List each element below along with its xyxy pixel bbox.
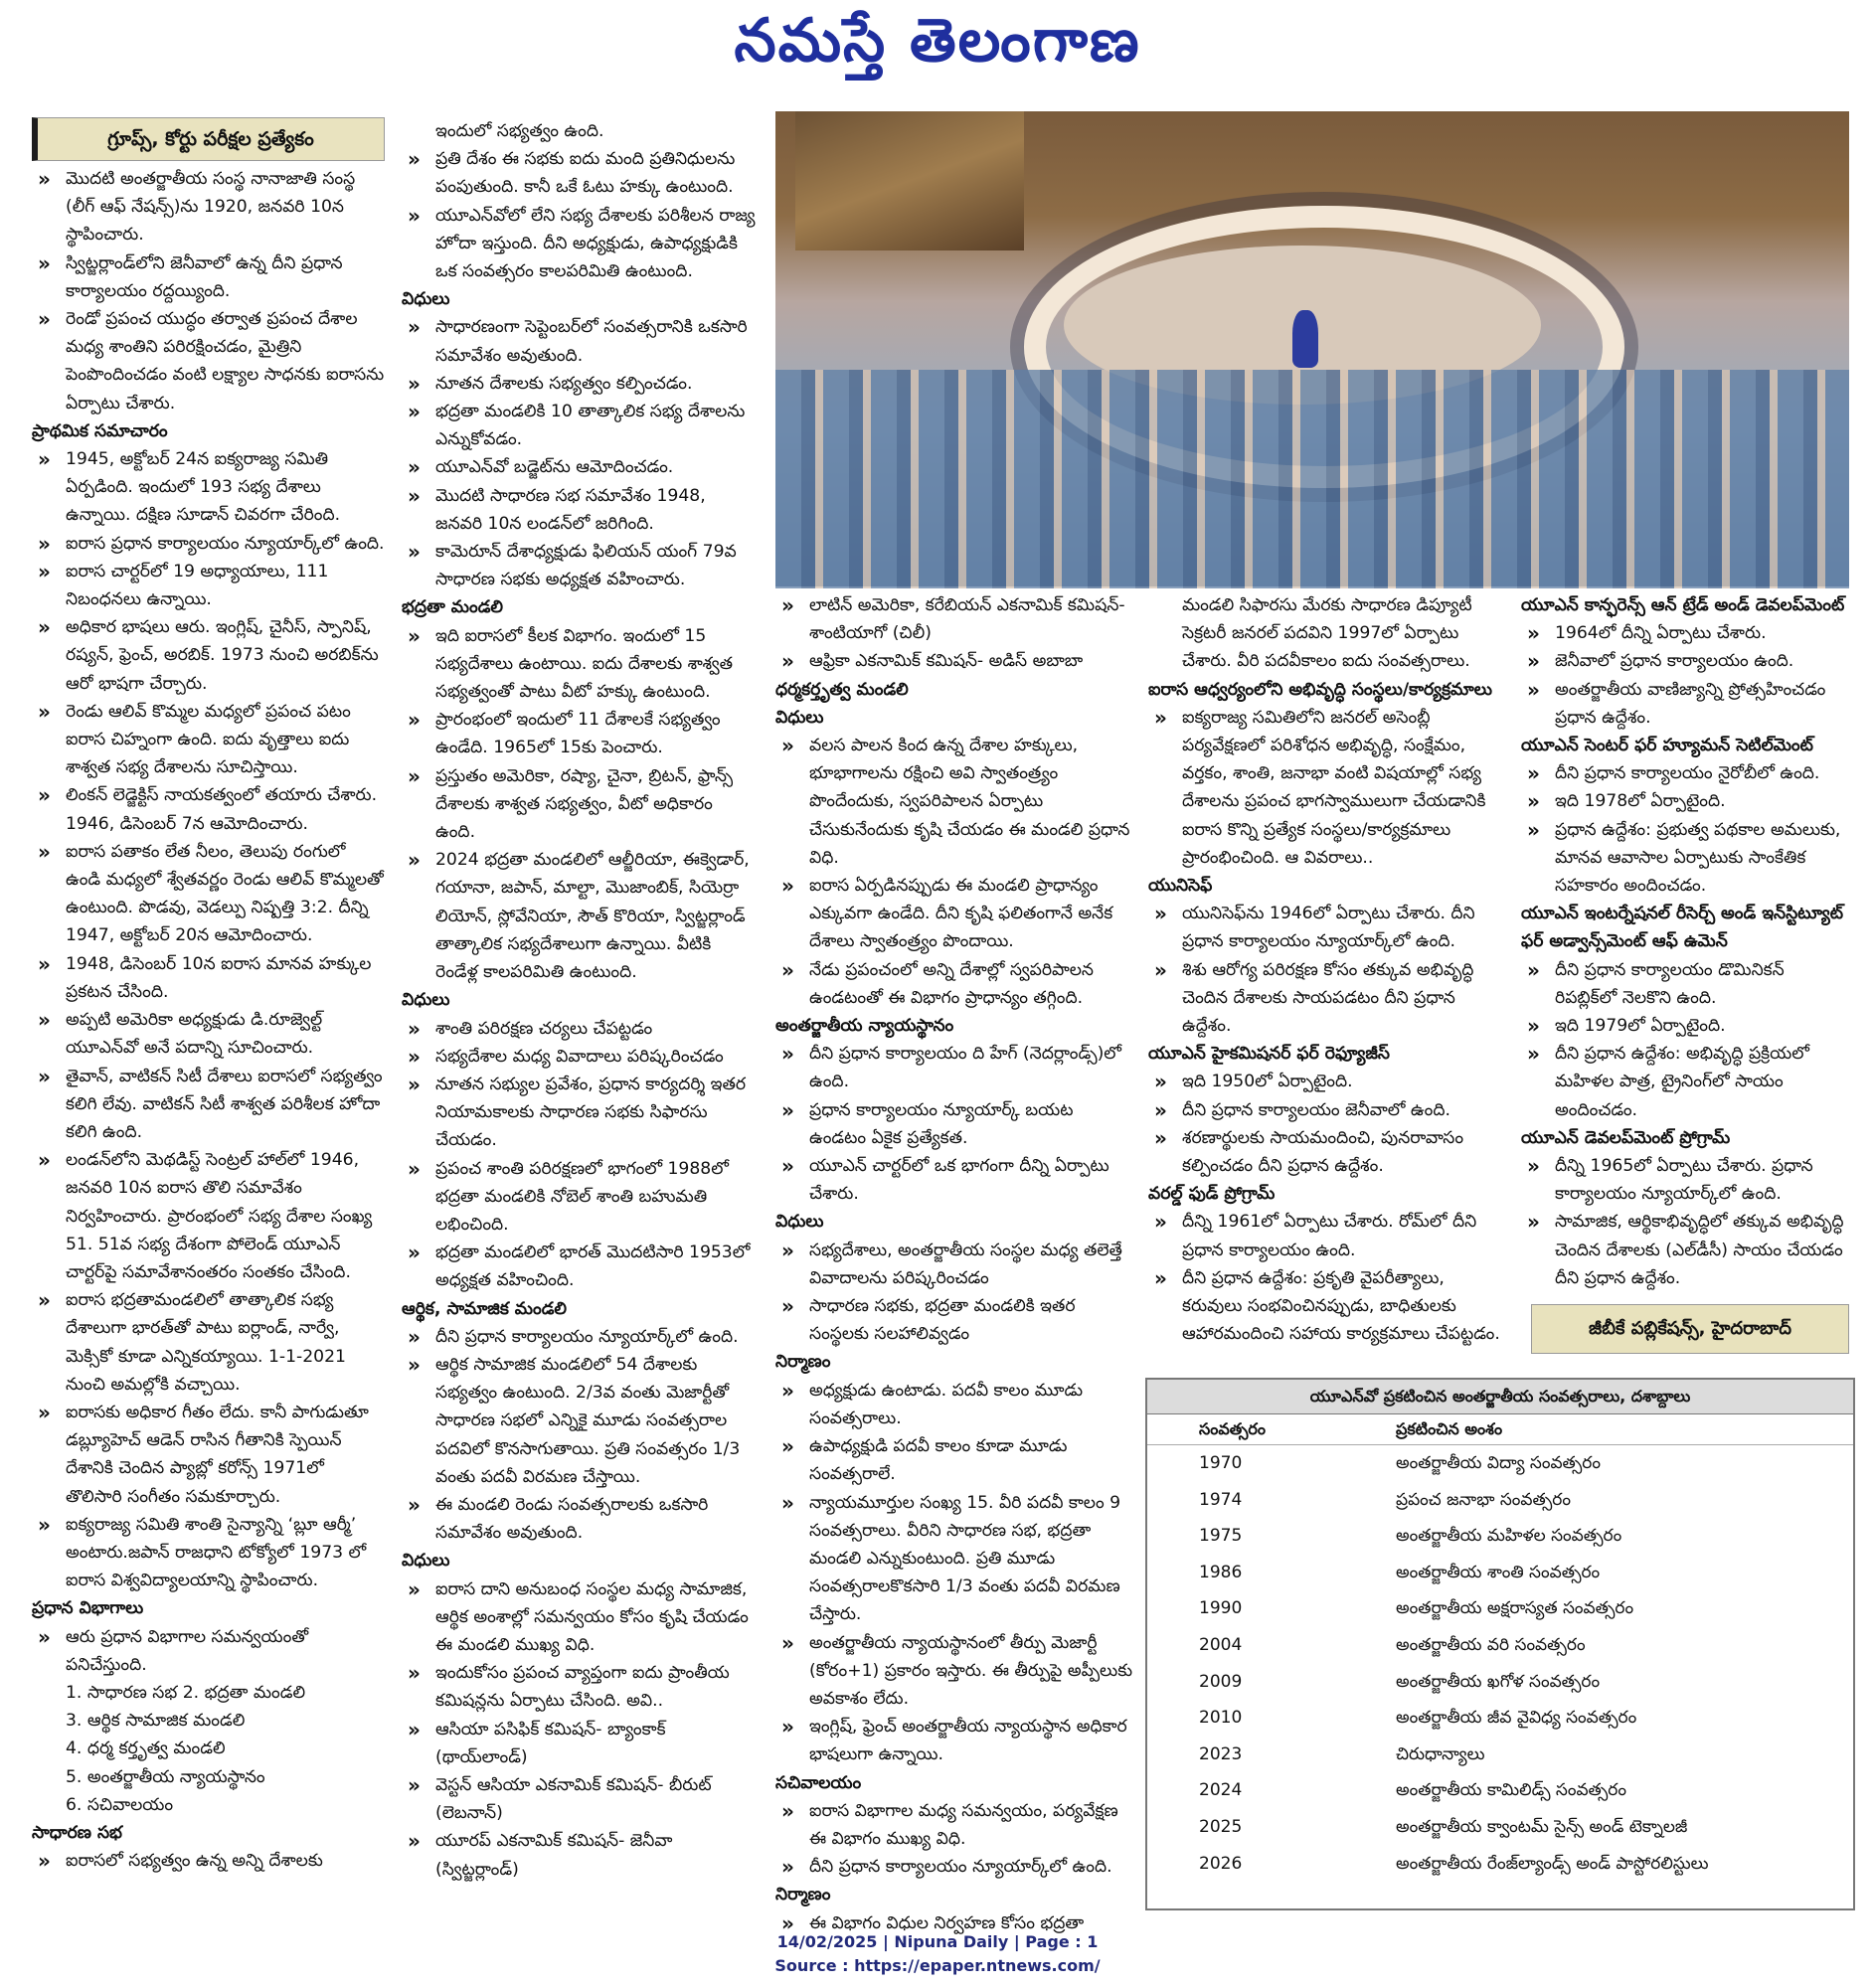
year-cell: 2004 <box>1199 1634 1243 1655</box>
bullet-item: » ఈ విభాగం విధుల నిర్వహణ కోసం భద్రతా <box>775 1909 1133 1937</box>
bullet-item: » యూఎన్‌వో బడ్జెట్‌ను ఆమోదించడం. <box>402 453 756 481</box>
year-cell: 2009 <box>1199 1671 1243 1692</box>
bullet-item: » సభ్యదేశాలు, అంతర్జాతీయ సంస్థల మధ్య తలెత్తే వివాదాలను పరిష్కరించడం <box>775 1237 1133 1292</box>
bullet-item: » సాధారణంగా సెప్టెంబర్‌లో సంవత్సరానికి ఒకసారి సమావేశం అవుతుంది. <box>402 313 756 369</box>
year-cell: 1970 <box>1199 1453 1243 1473</box>
bullet-item: » దీని ప్రధాన కార్యాలయం న్యూయార్క్‌లో ఉంది. <box>775 1853 1133 1881</box>
text-line: మండలి సిఫారసు మేరకు సాధారణ డిప్యూటీ సెక్రటరీ జనరల్ పదవిని 1997లో ఏర్పాటు చేశారు. వీరి పదవీకాలం ఐదు సంవత్సరాలు. <box>1182 595 1472 672</box>
bullet-item: » దీని ప్రధాన కార్యాలయం న్యూయార్క్‌లో ఉంది. <box>402 1323 756 1351</box>
bullet-item: » దీని ప్రధాన ఉద్దేశం: ప్రకృతి వైపరీత్యాలు, కరువులు సంభవించినప్పుడు, బాధితులకు ఆహారమందించి సహాయ కార్యక్రమాలు చేపట్టడం. <box>1148 1264 1502 1349</box>
table-row <box>1147 1664 1853 1701</box>
bullet-item: » ప్రపంచ శాంతి పరిరక్షణలో భాగంలో 1988లో భద్రతా మండలికి నోబెల్ శాంతి బహుమతి లభించింది. <box>402 1155 756 1240</box>
header-year: సంవత్సరం <box>1199 1419 1266 1438</box>
table-row <box>1147 1482 1853 1519</box>
bullet-item: » ఇది 1979లో ఏర్పాటైంది. <box>1521 1012 1849 1040</box>
bullet-item: » సామాజిక, ఆర్థికాభివృద్ధిలో తక్కువ అభివృద్ధి చెందిన దేశాలకు (ఎల్‌డీసీ) సాయం చేయడం దీని ప్రధాన ఉద్దేశం. <box>1521 1208 1849 1292</box>
bullet-item: » ఐరాస చార్టర్‌లో 19 అధ్యాయాలు, 111 నిబంధనలు ఉన్నాయి. <box>32 558 385 613</box>
masthead-title: నమస్తే తెలంగాణ <box>734 6 1141 76</box>
bullet-item: » ఆఫ్రికా ఎకనామిక్ కమిషన్- అడిస్ అబాబా <box>775 647 1133 675</box>
footer-date-line: 14/02/2025 | Nipuna Daily | Page : 1 <box>776 1932 1099 1951</box>
bullet-list <box>1148 704 1502 872</box>
bullet-item: » యూరప్ ఎకనామిక్ కమిషన్- జెనీవా (స్విట్జర్లాండ్) <box>402 1827 756 1883</box>
bullet-item: » ఐరాస ప్రధాన కార్యాలయం న్యూయార్క్‌లో ఉంది. <box>32 530 385 558</box>
publisher-box: జీబీకే పబ్లికేషన్స్, హైదరాబాద్ <box>1531 1304 1849 1354</box>
year-cell: 1975 <box>1199 1526 1243 1547</box>
year-cell: 2023 <box>1199 1743 1243 1764</box>
theme-cell: అంతర్జాతీయ మహిళల సంవత్సరం <box>1396 1526 1622 1547</box>
theme-cell: అంతర్జాతీయ వరి సంవత్సరం <box>1396 1634 1586 1655</box>
section-heading: సచివాలయం <box>775 1772 862 1793</box>
section-heading: వరల్డ్ ఫుడ్ ప్రోగ్రామ్ <box>1148 1184 1276 1205</box>
bullet-item: » ప్రస్తుతం అమెరికా, రష్యా, చైనా, బ్రిటన్, ఫ్రాన్స్ దేశాలకు శాశ్వత సభ్యత్వం, వీటో అధికారం ఉంది. <box>402 762 756 847</box>
bullet-item: » ప్రధాన ఉద్దేశం: ప్రభుత్వ పథకాల అమలుకు, మానవ ఆవాసాల ఏర్పాటుకు సాంకేతిక సహకారం అందించడం. <box>1521 816 1849 901</box>
bullet-item: » తైవాన్, వాటికన్ సిటీ దేశాలు ఐరాసలో సభ్యత్వం కలిగి లేవు. వాటికన్ సిటీ శాశ్వత పరిశీలక హోదా కలిగి ఉంది. <box>32 1063 385 1147</box>
footer-source-line: Source : https://epaper.ntnews.com/ <box>774 1956 1101 1975</box>
bullet-item: » ప్రతి దేశం ఈ సభకు ఐదు మంది ప్రతినిధులను పంపుతుంది. కానీ ఒకే ఓటు హక్కు ఉంటుంది. <box>402 145 756 201</box>
bullet-item: » రెండు ఆలివ్ కొమ్మల మధ్యలో ప్రపంచ పటం ఐరాస చిహ్నంగా ఉంది. ఐదు వృత్తాలు ఐదు శాశ్వత సభ్య దేశాలను సూచిస్తాయి. <box>32 698 385 782</box>
bullet-item: » ఈ మండలి రెండు సంవత్సరాలకు ఒకసారి సమావేశం అవుతుంది. <box>402 1491 756 1547</box>
bullet-item: » ఇంగ్లిష్, ఫ్రెంచ్ అంతర్జాతీయ న్యాయస్థాన అధికార భాషలుగా ఉన్నాయి. <box>775 1713 1133 1768</box>
theme-cell: అంతర్జాతీయ విద్యా సంవత్సరం <box>1396 1453 1602 1473</box>
bullet-item: » శిశు ఆరోగ్య పరిరక్షణ కోసం తక్కువ అభివృద్ధి చెందిన దేశాలకు సాయపడటం దీని ప్రధాన ఉద్దేశం. <box>1148 956 1502 1041</box>
section-heading: విధులు <box>402 990 450 1011</box>
bullet-item: » శాంతి పరిరక్షణ చర్యలు చేపట్టడం <box>402 1015 756 1043</box>
bullet-list <box>32 1623 385 1679</box>
bullet-item: » ఇది ఐరాసలో కీలక విభాగం. ఇందులో 15 సభ్యదేశాలు ఉంటాయి. ఐదు దేశాలకు శాశ్వత సభ్యత్వంతో పాటు వీటో హక్కు ఉంటుంది. <box>402 622 756 707</box>
year-cell: 2025 <box>1199 1816 1243 1837</box>
bullet-list <box>1148 900 1502 1040</box>
bullet-item: » కామెరూన్ దేశాధ్యక్షుడు ఫిలియన్ యంగ్ 79వ సాధారణ సభకు అధ్యక్షత వహించారు. <box>402 538 756 593</box>
bullet-item: » శరణార్థులకు సాయమందించి, పునరావాసం కల్పించడం దీని ప్రధాన ఉద్దేశం. <box>1148 1124 1502 1180</box>
theme-cell: చిరుధాన్యాలు <box>1396 1743 1485 1764</box>
bullet-item: » ఇది 1978లో ఏర్పాటైంది. <box>1521 787 1849 815</box>
bullet-item: » మొదటి అంతర్జాతీయ సంస్థ నానాజాతి సంస్థ (లీగ్ ఆఫ్ నేషన్స్)ను 1920, జనవరి 10న స్థాపించారు. <box>32 165 385 249</box>
table-header <box>1147 1414 1853 1445</box>
bullet-list <box>1148 1068 1502 1180</box>
section-heading: ప్రధాన విభాగాలు <box>32 1598 144 1619</box>
table-row <box>1147 1518 1853 1555</box>
table-row <box>1147 1590 1853 1627</box>
column-5 <box>1521 591 1849 1327</box>
bullet-item: » 1948, డిసెంబర్ 10న ఐరాస మానవ హక్కుల ప్రకటన చేసింది. <box>32 950 385 1006</box>
table-row <box>1147 1627 1853 1664</box>
un-security-council-photo <box>775 111 1849 586</box>
text-line: 4. ధర్మ కర్తృత్వ మండలి <box>66 1739 226 1759</box>
bullet-item: » 2024 భద్రతా మండలిలో ఆల్జీరియా, ఈక్వెడార్, గయానా, జపాన్, మాల్టా, మొజాంబిక్, సియెర్రా లియోన్, స్లోవేనియా, సౌత్ కొరియా, స్విట్జర్లాండ్ తాత్కాలిక సభ్యదేశాలుగా ఉన్నాయి. వీటికి రెండేళ్ల కాలపరిమితి ఉంటుంది. <box>402 846 756 986</box>
bullet-item: » ఐరాస దాని అనుబంధ సంస్థల మధ్య సామాజిక, ఆర్థిక అంశాల్లో సమన్వయం కోసం కృషి చేయడం ఈ మండలి ముఖ్య విధి. <box>402 1575 756 1660</box>
theme-cell: అంతర్జాతీయ రేంజ్‌ల్యాండ్స్ అండ్ పాస్టోరలిస్టులు <box>1396 1853 1709 1874</box>
section-heading: యూఎన్ డెవలప్‌మెంట్ ప్రోగ్రామ్ <box>1521 1127 1731 1148</box>
bullet-item: » లాటిన్ అమెరికా, కరేబియన్ ఎకనామిక్ కమిషన్- శాంటియాగో (చిలీ) <box>775 591 1133 647</box>
column-1 <box>32 117 385 1897</box>
section-heading: ప్రాథమిక సమాచారం <box>32 420 168 441</box>
bullet-item: » ఐక్యరాజ్య సమితి శాంతి సైన్యాన్ని ‘బ్లూ ఆర్మీ’ అంటారు.జపాన్ రాజధాని టోక్యోలో 1973 లో ఐరాస విశ్వవిద్యాలయాన్ని స్థాపించారు. <box>32 1511 385 1595</box>
bullet-list <box>1521 1152 1849 1292</box>
masthead <box>0 6 1875 85</box>
international-years-table <box>1145 1378 1855 1910</box>
text-line: ఇందులో సభ్యత్వం ఉంది. <box>435 121 604 141</box>
bullet-item: » వెస్టన్ ఆసియా ఎకనామిక్ కమిషన్- బీరుట్ (లెబనాన్) <box>402 1771 756 1827</box>
section-heading: విధులు <box>402 1551 450 1572</box>
speaker-figure <box>1292 310 1318 368</box>
bullet-item: » భద్రతా మండలికి 10 తాత్కాలిక సభ్య దేశాలను ఎన్నుకోవడం. <box>402 398 756 453</box>
bullet-item: » 1945, అక్టోబర్ 24న ఐక్యరాజ్య సమితి ఏర్పడింది. ఇందులో 193 సభ్య దేశాలు ఉన్నాయి. దక్షిణ సూడాన్ చివరగా చేరింది. <box>32 445 385 530</box>
section-heading: అంతర్జాతీయ న్యాయస్థానం <box>775 1016 954 1037</box>
text-line: 6. సచివాలయం <box>66 1794 174 1815</box>
theme-cell: అంతర్జాతీయ శాంతి సంవత్సరం <box>1396 1562 1601 1582</box>
bullet-item: » నేడు ప్రపంచంలో అన్ని దేశాల్లో స్వపరిపాలన ఉండటంతో ఈ విభాగం ప్రాధాన్యం తగ్గింది. <box>775 956 1133 1012</box>
bullet-item: » అధికార భాషలు ఆరు. ఇంగ్లిష్, చైనీస్, స్పానిష్, రష్యన్, ఫ్రెంచ్, అరబిక్. 1973 నుంచి అరబిక్‌ను ఆరో భాషగా చేర్చారు. <box>32 613 385 698</box>
bullet-item: » అధ్యక్షుడు ఉంటాడు. పదవీ కాలం మూడు సంవత్సరాలు. <box>775 1377 1133 1432</box>
bullet-item: » దీని ప్రధాన కార్యాలయం డొమినికన్ రిపబ్లిక్‌లో నెలకొని ఉంది. <box>1521 956 1849 1012</box>
theme-cell: అంతర్జాతీయ క్వాంటమ్ సైన్స్ అండ్ టెక్నాలజీ <box>1396 1816 1688 1837</box>
section-heading: భద్రతా మండలి <box>402 597 504 618</box>
section-heading: యూఎన్ కాన్ఫరెన్స్ ఆన్ ట్రేడ్ అండ్ డెవలప్‌మెంట్ <box>1521 595 1845 615</box>
section-heading: సాధారణ సభ <box>32 1822 122 1843</box>
table-row <box>1147 1700 1853 1737</box>
section-heading: ఐరాస ఆధ్వర్యంలోని అభివృద్ధి సంస్థలు/కార్యక్రమాలు <box>1148 679 1492 700</box>
bullet-list <box>402 145 756 285</box>
bullet-item: » దీని ప్రధాన కార్యాలయం జెనీవాలో ఉంది. <box>1148 1096 1502 1124</box>
text-line: 5. అంతర్జాతీయ న్యాయస్థానం <box>66 1766 265 1787</box>
bullet-list <box>402 622 756 987</box>
section-banner: గ్రూప్స్, కోర్టు పరీక్షల ప్రత్యేకం <box>32 117 385 161</box>
column-4 <box>1148 591 1502 1367</box>
theme-cell: ప్రపంచ జనాభా సంవత్సరం <box>1396 1489 1571 1510</box>
seating-rows <box>775 370 1849 588</box>
bullet-item: » సాధారణ సభకు, భద్రతా మండలికి ఇతర సంస్థలకు సలహాలివ్వడం <box>775 1292 1133 1348</box>
section-heading: ధర్మకర్తృత్వ మండలి <box>775 679 909 700</box>
bullet-item: » ఐరాస ఏర్పడినప్పుడు ఈ మండలి ప్రాధాన్యం ఎక్కువగా ఉండేది. దీని కృషి ఫలితంగానే అనేక దేశాలు స్వాతంత్ర్యం పొందాయి. <box>775 872 1133 956</box>
bullet-item: » ఐరాసకు అధికార గీతం లేదు. కానీ పాగుడుతూ డబ్ల్యూహెచ్ ఆడెన్ రాసిన గీతానికి స్పెయిన్ దేశానికి చెందిన ప్యాబ్లో కరోన్స్ 1971లో తొలిసారి సంగీతం సమకూర్చారు. <box>32 1399 385 1511</box>
mural-panel <box>795 111 1024 250</box>
table-body <box>1147 1445 1853 1882</box>
bullet-item: » ఆర్థిక సామాజిక మండలిలో 54 దేశాలకు సభ్యత్వం ఉంటుంది. 2/3వ వంతు మెజార్టీతో సాధారణ సభలో ఎన్నికై మూడు సంవత్సరాల పదవిలో కొనసాగుతాయి. ప్రతి సంవత్సరం 1/3 వంతు పదవీ విరమణ చేస్తాయి. <box>402 1351 756 1491</box>
bullet-list <box>1521 759 1849 900</box>
bullet-item: » అప్పటి అమెరికా అధ్యక్షుడు డి.రూజ్వెల్ట్ యూఎన్‌వో అనే పదాన్ని సూచించారు. <box>32 1006 385 1062</box>
section-heading: యూఎన్ సెంటర్ ఫర్ హ్యూమన్ సెటిల్‌మెంట్ <box>1521 736 1813 756</box>
text-line: 1. సాధారణ సభ 2. భద్రతా మండలి <box>66 1682 306 1703</box>
bullet-item: » దీన్ని 1965లో ఏర్పాటు చేశారు. ప్రధాన కార్యాలయం న్యూయార్క్‌లో ఉంది. <box>1521 1152 1849 1208</box>
bullet-item: » ప్రధాన కార్యాలయం న్యూయార్క్ బయట ఉండటం ఏకైక ప్రత్యేకత. <box>775 1096 1133 1152</box>
theme-cell: అంతర్జాతీయ జీవ వైవిధ్య సంవత్సరం <box>1396 1708 1637 1729</box>
bullet-item: » ఐరాస పతాకం లేత నీలం, తెలుపు రంగులో ఉండి మధ్యలో శ్వేతవర్ణం రెండు ఆలివ్ కొమ్మలతో ఉంటుంది. పొడవు, వెడల్పు నిష్పత్తి 3:2. దీన్ని 1947, అక్టోబర్ 20న ఆమోదించారు. <box>32 838 385 950</box>
year-cell: 1974 <box>1199 1489 1243 1510</box>
bullet-item: » ఉపాధ్యక్షుడి పదవీ కాలం కూడా మూడు సంవత్సరాలే. <box>775 1432 1133 1488</box>
text-line: 3. ఆర్థిక సామాజిక మండలి <box>66 1711 246 1732</box>
table-row <box>1147 1772 1853 1809</box>
year-cell: 1990 <box>1199 1598 1243 1619</box>
bullet-item: » భద్రతా మండలిలో భారత్ మొదటిసారి 1953లో అధ్యక్షత వహించింది. <box>402 1239 756 1294</box>
bullet-item: » యునిసెఫ్‌ను 1946లో ఏర్పాటు చేశారు. దీని ప్రధాన కార్యాలయం న్యూయార్క్‌లో ఉంది. <box>1148 900 1502 955</box>
bullet-list <box>402 1323 756 1548</box>
bullet-item: » ఆరు ప్రధాన విభాగాల సమన్వయంతో పనిచేస్తుంది. <box>32 1623 385 1679</box>
table-row <box>1147 1809 1853 1846</box>
bullet-item: » జెనీవాలో ప్రధాన కార్యాలయం ఉంది. <box>1521 647 1849 675</box>
bullet-item: » ఆసియా పసిఫిక్ కమిషన్- బ్యాంకాక్ (థాయ్‌లాండ్) <box>402 1716 756 1771</box>
bullet-item: » ఐరాసలో సభ్యత్వం ఉన్న అన్ని దేశాలకు <box>32 1847 385 1875</box>
section-heading: నిర్మాణం <box>775 1352 831 1373</box>
bullet-item: » దీని ప్రధాన కార్యాలయం నైరోబీలో ఉంది. <box>1521 759 1849 787</box>
header-theme: ప్రకటించిన అంశం <box>1396 1419 1503 1438</box>
table-row <box>1147 1846 1853 1883</box>
table-row <box>1147 1555 1853 1591</box>
table-caption: యూఎన్‌వో ప్రకటించిన అంతర్జాతీయ సంవత్సరాలు, దశాబ్దాలు <box>1147 1380 1853 1414</box>
bullet-item: » యూఎన్‌వోలో లేని సభ్య దేశాలకు పరిశీలన రాజ్య హోదా ఇస్తుంది. దీని అధ్యక్షుడు, ఉపాధ్యక్షుడికి ఒక సంవత్సరం కాలపరిమితి ఉంటుంది. <box>402 202 756 286</box>
bullet-list <box>402 1015 756 1295</box>
table-row <box>1147 1445 1853 1482</box>
bullet-item: » అంతర్జాతీయ వాణిజ్యాన్ని ప్రోత్సహించడం ప్రధాన ఉద్దేశం. <box>1521 676 1849 732</box>
bullet-list <box>775 591 1133 676</box>
bullet-list <box>775 1377 1133 1769</box>
section-heading: విధులు <box>775 707 824 728</box>
bullet-item: » ఐరాస విభాగాల మధ్య సమన్వయం, పర్యవేక్షణ ఈ విభాగం ముఖ్య విధి. <box>775 1797 1133 1853</box>
bullet-item: » వలస పాలన కింద ఉన్న దేశాల హక్కులు, భూభాగాలను రక్షించి అవి స్వాతంత్ర్యం పొందేందుకు, స్వపరిపాలన ఏర్పాటు చేసుకునేందుకు కృషి చేయడం ఈ మండలి ప్రధాన విధి. <box>775 732 1133 872</box>
section-heading: యూఎన్ హైకమిషనర్ ఫర్ రెఫ్యూజీస్ <box>1148 1044 1390 1065</box>
bullet-item: » ప్రారంభంలో ఇందులో 11 దేశాలకే సభ్యత్వం ఉండేది. 1965లో 15కు పెంచారు. <box>402 706 756 761</box>
bullet-item: » 1964లో దీన్ని ఏర్పాటు చేశారు. <box>1521 619 1849 647</box>
bullet-item: » దీని ప్రధాన ఉద్దేశం: అభివృద్ధి ప్రక్రియలో మహిళల పాత్ర, ట్రైనింగ్‌లో సాయం అందించడం. <box>1521 1040 1849 1124</box>
section-heading: విధులు <box>402 289 450 310</box>
bullet-item: » ఐక్యరాజ్య సమితిలోని జనరల్ అసెంబ్లీ పర్యవేక్షణలో పరిశోధన అభివృద్ధి, సంక్షేమం, వర్తకం, శాంతి, జనాభా వంటి విషయాల్లో సభ్య దేశాలను ప్రపంచ భాగస్వాములుగా చేయడానికి ఐరాస కొన్ని ప్రత్యేక సంస్థలు/కార్యక్రమాలు ప్రారంభించింది. ఆ వివరాలు.. <box>1148 704 1502 872</box>
bullet-item: » నూతన సభ్యుల ప్రవేశం, ప్రధాన కార్యదర్శి ఇతర నియామకాలకు సాధారణ సభకు సిఫారసు చేయడం. <box>402 1071 756 1155</box>
bullet-item: » న్యాయమూర్తుల సంఖ్య 15. వీరి పదవీ కాలం 9 సంవత్సరాలు. వీరిని సాధారణ సభ, భద్రతా మండలి ఎన్నుకుంటుంది. ప్రతి మూడు సంవత్సరాలకొకసారి 1/3 వంతు పదవీ విరమణ చేస్తారు. <box>775 1489 1133 1629</box>
theme-cell: అంతర్జాతీయ ఖగోళ సంవత్సరం <box>1396 1671 1601 1692</box>
section-heading: నిర్మాణం <box>775 1885 831 1905</box>
bullet-item: » అంతర్జాతీయ న్యాయస్థానంలో తీర్పు మెజార్టీ (కోరం+1) ప్రకారం ఇస్తారు. ఈ తీర్పుపై అప్పీలుకు అవకాశం లేదు. <box>775 1629 1133 1714</box>
bullet-item: » నూతన దేశాలకు సభ్యత్వం కల్పించడం. <box>402 370 756 398</box>
bullet-item: » ఇది 1950లో ఏర్పాటైంది. <box>1148 1068 1502 1095</box>
bullet-list <box>32 165 385 417</box>
bullet-item: » సభ్యదేశాల మధ్య వివాదాలు పరిష్కరించడం <box>402 1043 756 1071</box>
bullet-item: » లింకన్ లెడ్జెక్టిస్ నాయకత్వంలో తయారు చేశారు. 1946, డిసెంబర్ 7న ఆమోదించారు. <box>32 781 385 837</box>
bullet-list <box>402 1575 756 1884</box>
bullet-list <box>775 1797 1133 1882</box>
table-row <box>1147 1737 1853 1773</box>
section-heading: యూఎన్ ఇంటర్నేషనల్ రీసెర్చ్ అండ్ ఇన్‌స్టిట్యూట్ ఫర్ అడ్వాన్స్‌మెంట్ ఆఫ్ ఉమెన్ <box>1521 904 1844 952</box>
bullet-list <box>1521 956 1849 1124</box>
section-heading: ఆర్థిక, సామాజిక మండలి <box>402 1298 568 1319</box>
bullet-list <box>32 1847 385 1875</box>
bullet-item: » దీన్ని 1961లో ఏర్పాటు చేశారు. రోమ్‌లో దీని ప్రధాన కార్యాలయం ఉంది. <box>1148 1208 1502 1263</box>
year-cell: 2024 <box>1199 1780 1243 1801</box>
bullet-list <box>1521 619 1849 732</box>
theme-cell: అంతర్జాతీయ కామిలిడ్స్ సంవత్సరం <box>1396 1780 1627 1801</box>
bullet-list <box>775 1040 1133 1208</box>
column-2 <box>402 117 756 1897</box>
bullet-list <box>1148 1208 1502 1348</box>
bullet-list <box>775 732 1133 1012</box>
year-cell: 2026 <box>1199 1853 1243 1874</box>
bullet-list <box>32 445 385 1594</box>
bullet-list <box>775 1237 1133 1349</box>
bullet-item: » ఐరాస భద్రతామండలిలో తాత్కాలిక సభ్య దేశాలుగా భారత్‌తో పాటు ఐర్లాండ్, నార్వే, మెక్సికో కూడా ఎన్నికయ్యాయి. 1-1-2021 నుంచి అమల్లోకి వచ్చాయి. <box>32 1286 385 1399</box>
bullet-item: » రెండో ప్రపంచ యుద్ధం తర్వాత ప్రపంచ దేశాల మధ్య శాంతిని పరిరక్షించడం, మైత్రిని పెంపొందించడం వంటి లక్ష్యాల సాధనకు ఐరాసను ఏర్పాటు చేశారు. <box>32 305 385 417</box>
bullet-item: » స్విట్జర్లాండ్‌లోని జెనీవాలో ఉన్న దీని ప్రధాన కార్యాలయం రద్దయ్యింది. <box>32 249 385 305</box>
bullet-item: » యూఎన్ చార్టర్‌లో ఒక భాగంగా దీన్ని ఏర్పాటు చేశారు. <box>775 1152 1133 1208</box>
bullet-item: » లండన్‌లోని మెథడిస్ట్ సెంట్రల్ హాల్‌లో 1946, జనవరి 10న ఐరాస తొలి సమావేశం నిర్వహించారు. ప్రారంభంలో సభ్య దేశాల సంఖ్య 51. 51వ సభ్య దేశంగా పోలెండ్ యూఎన్ చార్టర్‌పై సమావేశానంతరం సంతకం చేసింది. <box>32 1146 385 1286</box>
bullet-item: » దీని ప్రధాన కార్యాలయం ది హేగ్ (నెదర్లాండ్స్)లో ఉంది. <box>775 1040 1133 1095</box>
bullet-item: » మొదటి సాధారణ సభ సమావేశం 1948, జనవరి 10న లండన్‌లో జరిగింది. <box>402 482 756 538</box>
section-heading: యునిసెఫ్ <box>1148 876 1213 897</box>
year-cell: 2010 <box>1199 1708 1243 1729</box>
bullet-item: » ఇందుకోసం ప్రపంచ వ్యాప్తంగా ఐదు ప్రాంతీయ కమిషన్లను ఏర్పాటు చేసింది. అవి.. <box>402 1659 756 1715</box>
year-cell: 1986 <box>1199 1562 1243 1582</box>
bullet-list <box>402 313 756 593</box>
section-heading: విధులు <box>775 1212 824 1233</box>
column-3 <box>775 591 1133 1933</box>
theme-cell: అంతర్జాతీయ అక్షరాస్యత సంవత్సరం <box>1396 1598 1634 1619</box>
